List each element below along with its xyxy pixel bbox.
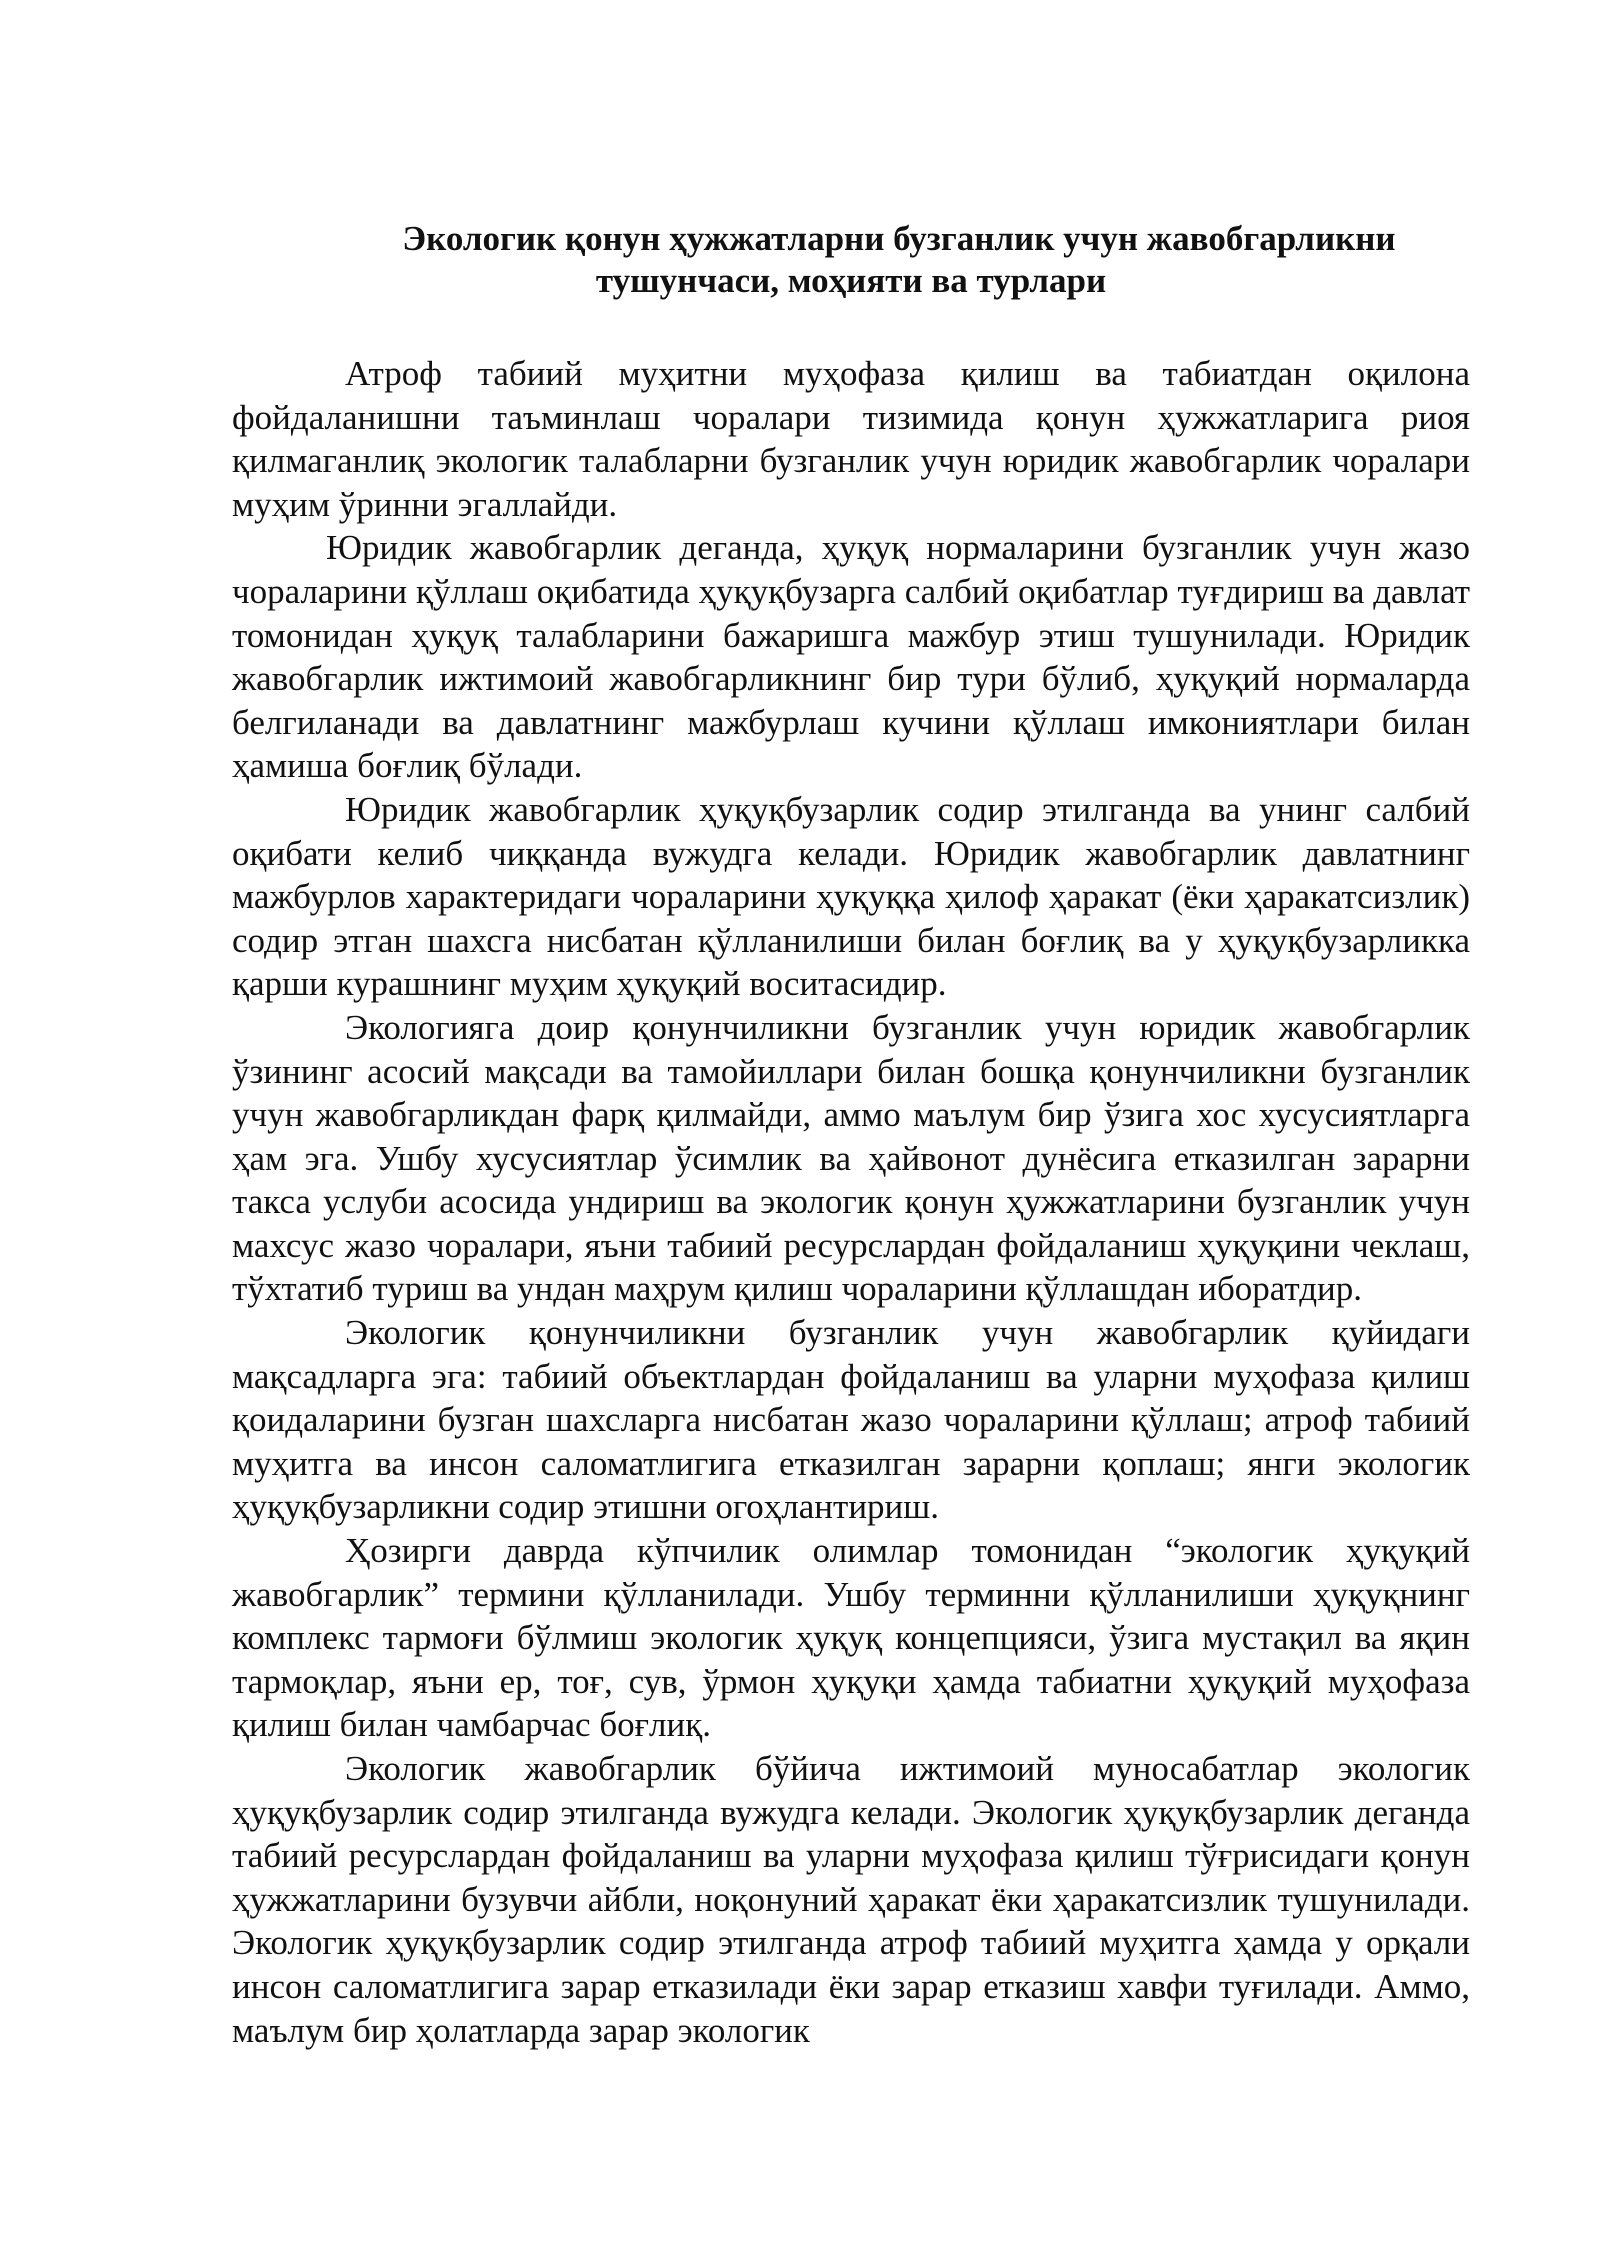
document-body [232, 352, 1470, 2052]
paragraph-4: Экологияга доир қонунчиликни бузганлик учун юридик жавобгарлик ўзининг асосий мақсади ва тамойиллари билан бошқа қонунчиликни бузганлик учун жавобгарликдан фарқ қилмайди, аммо маълум бир ўзига хос хусусиятларга ҳам эга. Ушбу хусусиятлар ўсимлик ва ҳайвонот дунёсига етказилган зарарни такса услуби асосида ундириш ва экологик қонун ҳужжатларини бузганлик учун махсус жазо чоралари, яъни табиий ресурслардан фойдаланиш ҳуқуқини чеклаш, тўхтатиб туриш ва ундан маҳрум қилиш чораларини қўллашдан иборатдир. [232, 1007, 1470, 1309]
paragraph-7: Экологик жавобгарлик бўйича ижтимоий муносабатлар экологик ҳуқуқбузарлик содир этилганда вужудга келади. Экологик ҳуқуқбузарлик деганда табиий ресурслардан фойдаланиш ва уларни муҳофаза қилиш тўғрисидаги қонун ҳужжатларини бузувчи айбли, ноқонуний ҳаракат ёки ҳаракатсизлик тушунилади. Экологик ҳуқуқбузарлик содир этилганда атроф табиий муҳитга ҳамда у орқали инсон саломатлигига зарар етказилади ёки зарар етказиш хавфи туғилади. Аммо, маълум бир ҳолатларда зарар экологик [232, 1749, 1470, 2050]
paragraph-5: Экологик қонунчиликни бузганлик учун жавобгарлик қуйидаги мақсадларга эга: табиий объектлардан фойдаланиш ва уларни муҳофаза қилиш қоидаларини бузган шахсларга нисбатан жазо чораларини қўллаш; атроф табиий муҳитга ва инсон саломатлигига етказилган зарарни қоплаш; янги экологик ҳуқуқбузарликни содир этишни огоҳлантириш. [232, 1313, 1470, 1527]
paragraph-3: Юридик жавобгарлик ҳуқуқбузарлик содир этилганда ва унинг салбий оқибати келиб чиққанда вужудга келади. Юридик жавобгарлик давлатнинг мажбурлов характеридаги чораларини ҳуқуққа ҳилоф ҳаракат (ёки ҳаракатсизлик) содир этган шахсга нисбатан қўлланилиши билан боғлиқ ва у ҳуқуқбузарликка қарши курашнинг муҳим ҳуқуқий воситасидир. [232, 789, 1470, 1004]
document-title [232, 218, 1470, 302]
title-line-2: тушунчаси, моҳияти ва турлари [595, 261, 1107, 300]
paragraph-2: Юридик жавобгарлик деганда, ҳуқуқ нормаларини бузганлик учун жазо чораларини қўллаш оқибатида ҳуқуқбузарга салбий оқибатлар туғдириш ва давлат томонидан ҳуқуқ талабларини бажаришга мажбур этиш тушунилади. Юридик жавобгарлик ижтимоий жавобгарликнинг бир тури бўлиб, ҳуқуқий нормаларда белгиланади ва давлатнинг мажбурлаш кучини қўллаш имкониятлари билан ҳамиша боғлиқ бўлади. [232, 528, 1470, 786]
title-line-1: Экологик қонун ҳужжатларни бузганлик учун жавобгарликни [402, 219, 1396, 258]
paragraph-6: Ҳозирги даврда кўпчилик олимлар томонидан “экологик ҳуқуқий жавобгарлик” термини қўлланилади. Ушбу терминни қўлланилиши ҳуқуқнинг комплекс тармоғи бўлмиш экологик ҳуқуқ концепцияси, ўзига мустақил ва яқин тармоқлар, яъни ер, тоғ, сув, ўрмон ҳуқуқи ҳамда табиатни ҳуқуқий муҳофаза қилиш билан чамбарчас боғлиқ. [232, 1531, 1470, 1745]
paragraph-1: Атроф табиий муҳитни муҳофаза қилиш ва табиатдан оқилона фойдаланишни таъминлаш чоралари тизимида қонун ҳужжатларига риоя қилмаганлиқ экологик талабларни бузганлик учун юридик жавобгарлик чоралари муҳим ўринни эгаллайди. [232, 354, 1470, 524]
